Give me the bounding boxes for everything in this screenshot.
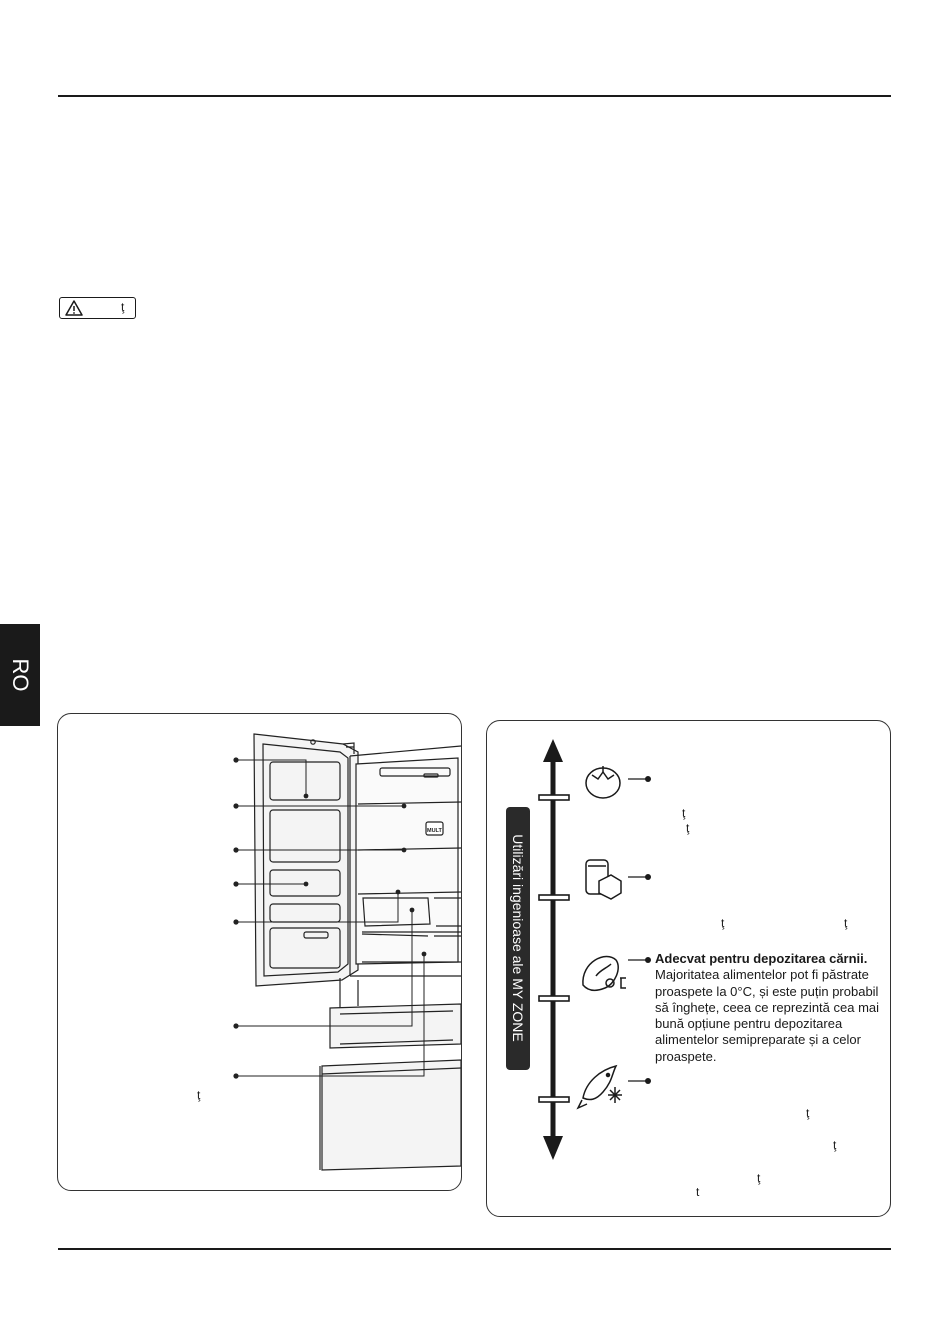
- zone-glyph: ţ: [757, 1171, 761, 1185]
- zone-glyph: ţ: [686, 821, 690, 835]
- fridge-diagram: [58, 714, 461, 1190]
- warning-text: ţ: [121, 300, 125, 314]
- zone-glyph: t: [696, 1185, 700, 1199]
- footer-rule: [58, 1248, 891, 1250]
- meat-zone-description: [655, 951, 880, 1065]
- fridge-note-glyph: ţ: [197, 1088, 201, 1102]
- fridge-illustration-panel: [57, 713, 462, 1191]
- warning-label: [59, 297, 136, 319]
- my-zone-axis-label: Utilizări ingenioase ale MY ZONE: [506, 807, 530, 1070]
- zone-glyph: ţ: [833, 1138, 837, 1152]
- warning-triangle-icon: [65, 300, 83, 316]
- header-rule: [58, 95, 891, 97]
- svg-text:MULT: MULT: [427, 828, 442, 834]
- zone-glyph: ţ: [721, 916, 725, 930]
- language-tab: [0, 624, 40, 726]
- zone-glyph: ţ: [806, 1106, 810, 1120]
- meat-zone-title: Adecvat pentru depozitarea cărnii.: [655, 951, 868, 966]
- zone-glyph: ţ: [682, 806, 686, 820]
- meat-zone-body: Majoritatea alimentelor pot fi păstrate proaspete la 0°C, și este puțin probabil să înghețe, ceea ce reprezintă cea mai bună opțiune pentru depozitarea alimentelor semipreparate și a celor proaspete.: [655, 967, 880, 1064]
- language-code: RO: [8, 658, 33, 692]
- zone-glyph: ţ: [844, 916, 848, 930]
